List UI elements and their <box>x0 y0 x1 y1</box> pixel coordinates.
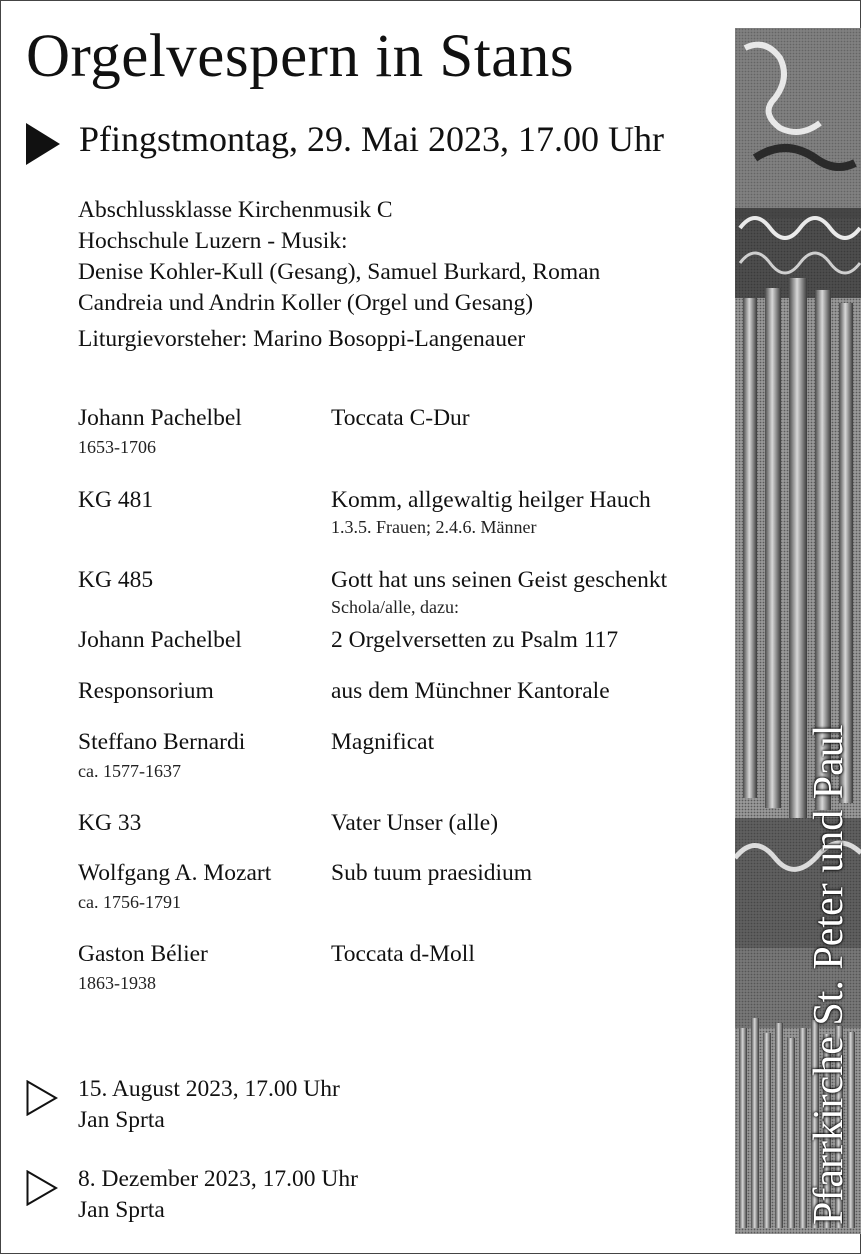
program-years: ca. 1756-1791 <box>78 892 181 912</box>
page-title: Orgelvespern in Stans <box>26 23 575 90</box>
main-event-date: Pfingstmontag, 29. Mai 2023, 17.00 Uhr <box>79 119 664 159</box>
church-caption: Pfarrkirche St. Peter und Paul <box>806 724 852 1225</box>
program-years: 1653-1706 <box>78 437 156 457</box>
program-note: Schola/alle, dazu: <box>331 597 459 617</box>
program-work: Sub tuum praesidium <box>331 860 533 886</box>
performer-line: Candreia und Andrin Koller (Orgel und Gesang) <box>78 290 534 316</box>
program-work: Magnificat <box>331 729 435 755</box>
program-work: 2 Orgelversetten zu Psalm 117 <box>331 627 619 653</box>
program-note: 1.3.5. Frauen; 2.4.6. Männer <box>331 517 537 537</box>
program-composer: Johann Pachelbel <box>78 405 242 431</box>
performer-line: Abschlussklasse Kirchenmusik C <box>78 197 393 223</box>
upcoming-event-performer: Jan Sprta <box>78 1197 165 1223</box>
performer-line: Hochschule Luzern - Musik: <box>78 228 348 254</box>
program-composer: Wolfgang A. Mozart <box>78 860 272 886</box>
play-arrow-icon <box>26 123 60 165</box>
performer-line: Denise Kohler-Kull (Gesang), Samuel Burkard, Roman <box>78 259 601 285</box>
program-work: Komm, allgewaltig heilger Hauch <box>331 487 651 513</box>
liturgy-leader: Liturgievorsteher: Marino Bosoppi-Langenauer <box>78 326 526 352</box>
program-composer: Gaston Bélier <box>78 941 208 967</box>
program-composer: KG 485 <box>78 567 154 593</box>
program-work: aus dem Münchner Kantorale <box>331 678 610 704</box>
upcoming-event-performer: Jan Sprta <box>78 1107 165 1133</box>
play-outline-icon <box>26 1170 58 1206</box>
program-work: Vater Unser (alle) <box>331 810 499 836</box>
program-composer: Johann Pachelbel <box>78 627 242 653</box>
program-work: Toccata d-Moll <box>331 941 475 967</box>
program-work: Toccata C-Dur <box>331 405 470 431</box>
upcoming-event-date: 15. August 2023, 17.00 Uhr <box>78 1076 340 1102</box>
play-outline-icon <box>26 1080 58 1116</box>
program-composer: KG 481 <box>78 487 154 513</box>
program-work: Gott hat uns seinen Geist geschenkt <box>331 567 668 593</box>
program-composer: Steffano Bernardi <box>78 729 246 755</box>
program-years: ca. 1577-1637 <box>78 761 181 781</box>
upcoming-event-date: 8. Dezember 2023, 17.00 Uhr <box>78 1166 358 1192</box>
program-years: 1863-1938 <box>78 973 156 993</box>
program-composer: Responsorium <box>78 678 214 704</box>
performers-block <box>78 195 600 319</box>
program-composer: KG 33 <box>78 810 142 836</box>
